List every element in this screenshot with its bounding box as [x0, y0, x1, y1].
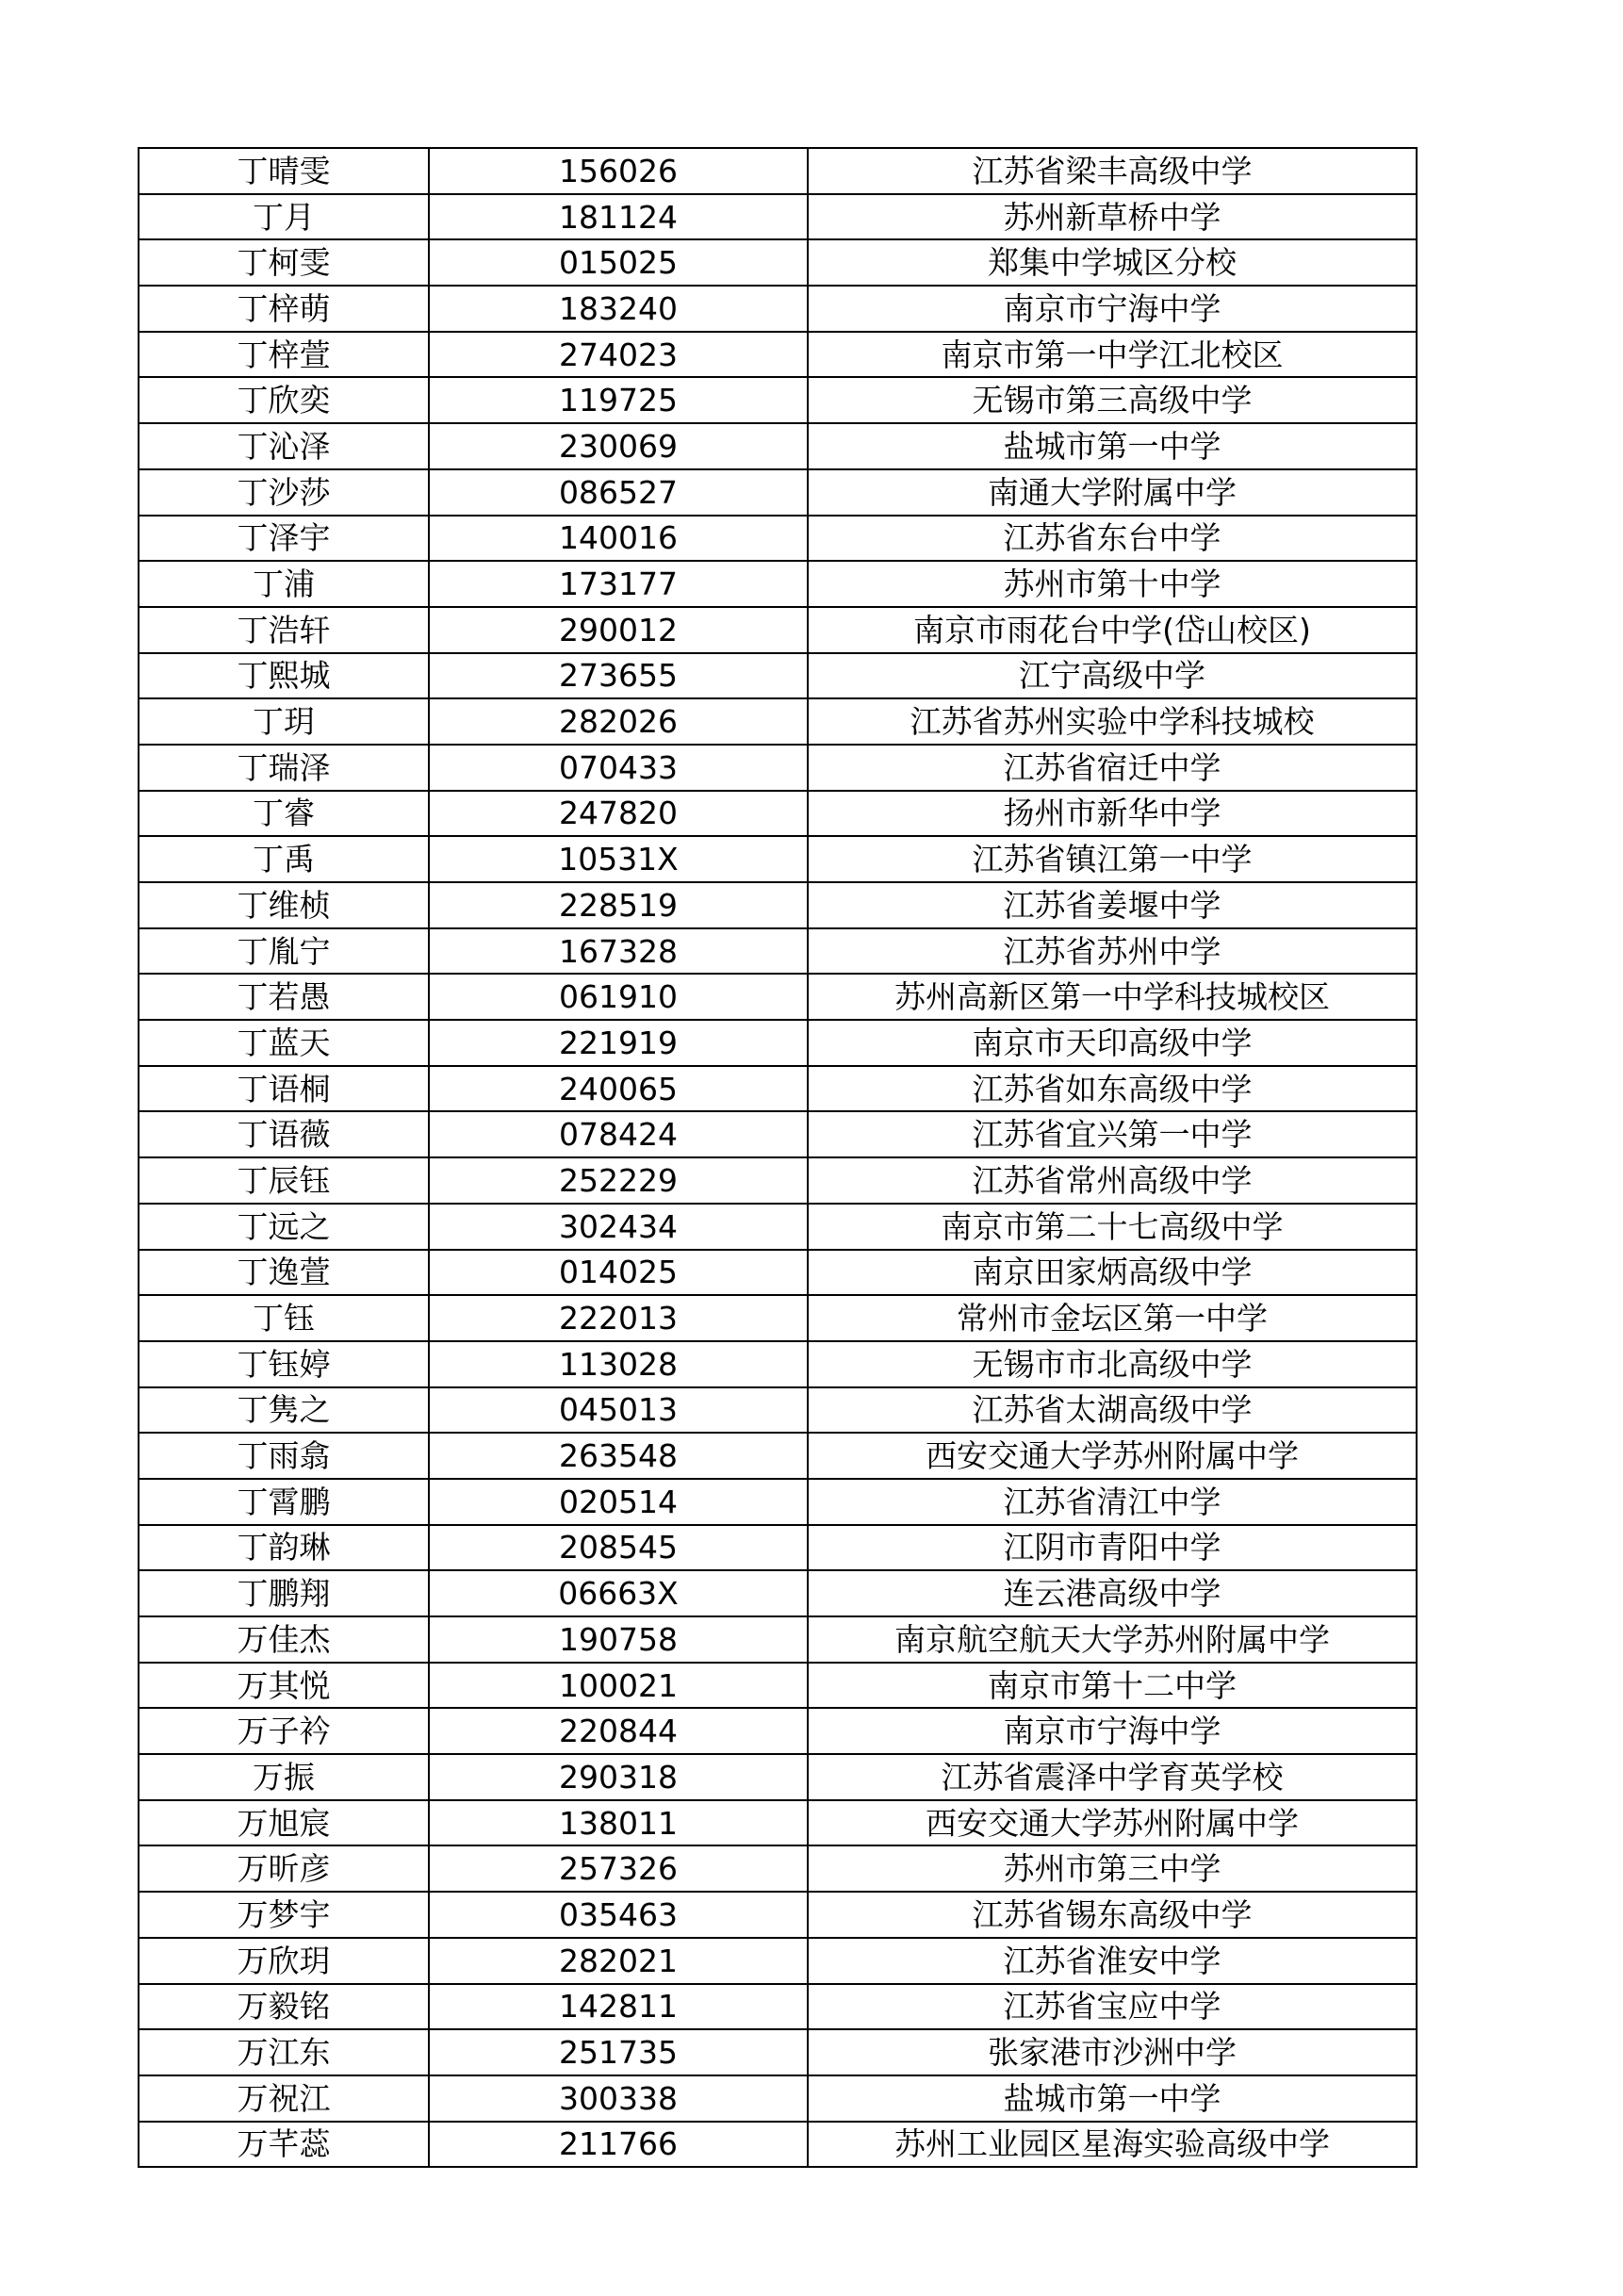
school-name-cell: 苏州高新区第一中学科技城校区	[808, 974, 1417, 1020]
school-name-cell: 苏州市第十中学	[808, 561, 1417, 607]
student-id-cell: 273655	[429, 653, 808, 699]
student-id-cell: 086527	[429, 469, 808, 516]
school-name-cell: 江苏省锡东高级中学	[808, 1892, 1417, 1938]
student-id-cell: 282021	[429, 1938, 808, 1984]
student-name-cell: 丁霄鹏	[139, 1479, 429, 1525]
table-row	[139, 469, 1417, 516]
student-name-cell: 丁瑞泽	[139, 745, 429, 791]
table-row	[139, 745, 1417, 791]
school-name-cell: 南京航空航天大学苏州附属中学	[808, 1616, 1417, 1663]
student-id-cell: 045013	[429, 1387, 808, 1434]
table-row	[139, 1892, 1417, 1938]
roster-body	[139, 148, 1417, 2167]
school-name-cell: 南通大学附属中学	[808, 469, 1417, 516]
student-name-cell: 丁逸萱	[139, 1250, 429, 1296]
school-name-cell: 郑集中学城区分校	[808, 239, 1417, 286]
school-name-cell: 苏州市第三中学	[808, 1845, 1417, 1892]
school-name-cell: 南京市宁海中学	[808, 286, 1417, 332]
student-name-cell: 丁钰婷	[139, 1341, 429, 1387]
table-row	[139, 377, 1417, 423]
school-name-cell: 南京市天印高级中学	[808, 1020, 1417, 1066]
student-name-cell: 丁语薇	[139, 1111, 429, 1157]
table-row	[139, 1708, 1417, 1754]
student-name-cell: 万子衿	[139, 1708, 429, 1754]
table-row	[139, 1157, 1417, 1204]
table-row	[139, 1341, 1417, 1387]
student-id-cell: 190758	[429, 1616, 808, 1663]
school-name-cell: 江苏省宝应中学	[808, 1984, 1417, 2030]
student-id-cell: 100021	[429, 1663, 808, 1709]
school-name-cell: 江阴市青阳中学	[808, 1525, 1417, 1571]
student-name-cell: 丁梓萱	[139, 332, 429, 378]
school-name-cell: 江苏省苏州实验中学科技城校	[808, 698, 1417, 745]
student-name-cell: 丁钰	[139, 1295, 429, 1341]
student-id-cell: 211766	[429, 2122, 808, 2168]
table-row	[139, 148, 1417, 194]
school-name-cell: 江苏省淮安中学	[808, 1938, 1417, 1984]
student-name-cell: 万欣玥	[139, 1938, 429, 1984]
student-id-cell: 252229	[429, 1157, 808, 1204]
student-name-cell: 丁远之	[139, 1204, 429, 1250]
student-id-cell: 113028	[429, 1341, 808, 1387]
table-row	[139, 928, 1417, 975]
table-row	[139, 1938, 1417, 1984]
table-row	[139, 882, 1417, 928]
student-name-cell: 万江东	[139, 2029, 429, 2075]
school-name-cell: 江宁高级中学	[808, 653, 1417, 699]
school-name-cell: 苏州工业园区星海实验高级中学	[808, 2122, 1417, 2168]
student-name-cell: 丁欣奕	[139, 377, 429, 423]
table-row	[139, 194, 1417, 240]
table-row	[139, 1663, 1417, 1709]
school-name-cell: 江苏省震泽中学育英学校	[808, 1754, 1417, 1800]
table-row	[139, 1295, 1417, 1341]
school-name-cell: 江苏省宜兴第一中学	[808, 1111, 1417, 1157]
student-name-cell: 丁熙城	[139, 653, 429, 699]
table-row	[139, 607, 1417, 653]
student-id-cell: 240065	[429, 1066, 808, 1112]
school-name-cell: 连云港高级中学	[808, 1570, 1417, 1616]
student-name-cell: 丁维桢	[139, 882, 429, 928]
student-id-cell: 078424	[429, 1111, 808, 1157]
student-name-cell: 丁梓萌	[139, 286, 429, 332]
school-name-cell: 无锡市第三高级中学	[808, 377, 1417, 423]
student-id-cell: 070433	[429, 745, 808, 791]
school-name-cell: 江苏省苏州中学	[808, 928, 1417, 975]
student-id-cell: 251735	[429, 2029, 808, 2075]
table-row	[139, 1616, 1417, 1663]
student-id-cell: 014025	[429, 1250, 808, 1296]
student-id-cell: 247820	[429, 791, 808, 837]
student-id-cell: 156026	[429, 148, 808, 194]
student-name-cell: 万梦宇	[139, 1892, 429, 1938]
school-name-cell: 江苏省太湖高级中学	[808, 1387, 1417, 1434]
student-name-cell: 万毅铭	[139, 1984, 429, 2030]
table-row	[139, 1570, 1417, 1616]
school-name-cell: 西安交通大学苏州附属中学	[808, 1800, 1417, 1846]
student-id-cell: 020514	[429, 1479, 808, 1525]
school-name-cell: 江苏省如东高级中学	[808, 1066, 1417, 1112]
table-row	[139, 332, 1417, 378]
student-id-cell: 274023	[429, 332, 808, 378]
school-name-cell: 扬州市新华中学	[808, 791, 1417, 837]
student-id-cell: 167328	[429, 928, 808, 975]
student-id-cell: 300338	[429, 2075, 808, 2122]
student-id-cell: 181124	[429, 194, 808, 240]
table-row	[139, 516, 1417, 562]
student-name-cell: 丁睿	[139, 791, 429, 837]
table-row	[139, 653, 1417, 699]
school-name-cell: 常州市金坛区第一中学	[808, 1295, 1417, 1341]
student-name-cell: 丁语桐	[139, 1066, 429, 1112]
roster-table	[138, 147, 1418, 2168]
school-name-cell: 江苏省姜堰中学	[808, 882, 1417, 928]
student-name-cell: 万昕彦	[139, 1845, 429, 1892]
student-name-cell: 丁泽宇	[139, 516, 429, 562]
student-name-cell: 丁晴雯	[139, 148, 429, 194]
student-name-cell: 丁月	[139, 194, 429, 240]
table-row	[139, 2122, 1417, 2168]
school-name-cell: 江苏省宿迁中学	[808, 745, 1417, 791]
table-row	[139, 1111, 1417, 1157]
student-name-cell: 丁沙莎	[139, 469, 429, 516]
school-name-cell: 西安交通大学苏州附属中学	[808, 1433, 1417, 1479]
table-row	[139, 791, 1417, 837]
school-name-cell: 盐城市第一中学	[808, 423, 1417, 469]
school-name-cell: 无锡市市北高级中学	[808, 1341, 1417, 1387]
student-name-cell: 万佳杰	[139, 1616, 429, 1663]
table-row	[139, 836, 1417, 882]
school-name-cell: 南京市宁海中学	[808, 1708, 1417, 1754]
table-row	[139, 561, 1417, 607]
school-name-cell: 江苏省东台中学	[808, 516, 1417, 562]
table-row	[139, 1020, 1417, 1066]
student-id-cell: 220844	[429, 1708, 808, 1754]
student-name-cell: 万振	[139, 1754, 429, 1800]
table-row	[139, 1387, 1417, 1434]
student-id-cell: 015025	[429, 239, 808, 286]
table-row	[139, 1845, 1417, 1892]
student-name-cell: 丁禹	[139, 836, 429, 882]
student-id-cell: 119725	[429, 377, 808, 423]
school-name-cell: 张家港市沙洲中学	[808, 2029, 1417, 2075]
table-row	[139, 239, 1417, 286]
table-row	[139, 1984, 1417, 2030]
student-name-cell: 丁雨翕	[139, 1433, 429, 1479]
student-id-cell: 208545	[429, 1525, 808, 1571]
student-name-cell: 万祝江	[139, 2075, 429, 2122]
school-name-cell: 南京田家炳高级中学	[808, 1250, 1417, 1296]
student-id-cell: 302434	[429, 1204, 808, 1250]
student-id-cell: 173177	[429, 561, 808, 607]
student-id-cell: 290318	[429, 1754, 808, 1800]
student-id-cell: 10531X	[429, 836, 808, 882]
table-row	[139, 1479, 1417, 1525]
student-id-cell: 183240	[429, 286, 808, 332]
school-name-cell: 南京市第二十七高级中学	[808, 1204, 1417, 1250]
student-name-cell: 丁韵琳	[139, 1525, 429, 1571]
student-id-cell: 221919	[429, 1020, 808, 1066]
student-id-cell: 222013	[429, 1295, 808, 1341]
student-name-cell: 丁若愚	[139, 974, 429, 1020]
student-name-cell: 万芊蕊	[139, 2122, 429, 2168]
student-id-cell: 228519	[429, 882, 808, 928]
table-row	[139, 2029, 1417, 2075]
table-row	[139, 1066, 1417, 1112]
student-name-cell: 丁鹏翔	[139, 1570, 429, 1616]
student-id-cell: 061910	[429, 974, 808, 1020]
student-id-cell: 138011	[429, 1800, 808, 1846]
school-name-cell: 江苏省清江中学	[808, 1479, 1417, 1525]
table-row	[139, 1525, 1417, 1571]
student-id-cell: 140016	[429, 516, 808, 562]
student-id-cell: 06663X	[429, 1570, 808, 1616]
student-id-cell: 282026	[429, 698, 808, 745]
table-row	[139, 1754, 1417, 1800]
student-id-cell: 257326	[429, 1845, 808, 1892]
school-name-cell: 南京市第十二中学	[808, 1663, 1417, 1709]
table-row	[139, 1250, 1417, 1296]
table-row	[139, 1204, 1417, 1250]
student-name-cell: 丁玥	[139, 698, 429, 745]
student-name-cell: 万其悦	[139, 1663, 429, 1709]
student-id-cell: 230069	[429, 423, 808, 469]
table-row	[139, 974, 1417, 1020]
table-row	[139, 1800, 1417, 1846]
table-row	[139, 698, 1417, 745]
school-name-cell: 江苏省常州高级中学	[808, 1157, 1417, 1204]
student-id-cell: 035463	[429, 1892, 808, 1938]
school-name-cell: 盐城市第一中学	[808, 2075, 1417, 2122]
table-row	[139, 286, 1417, 332]
student-name-cell: 丁辰钰	[139, 1157, 429, 1204]
student-id-cell: 290012	[429, 607, 808, 653]
student-name-cell: 丁沁泽	[139, 423, 429, 469]
student-name-cell: 丁浩轩	[139, 607, 429, 653]
school-name-cell: 南京市雨花台中学(岱山校区)	[808, 607, 1417, 653]
table-row	[139, 423, 1417, 469]
school-name-cell: 江苏省梁丰高级中学	[808, 148, 1417, 194]
student-name-cell: 丁胤宁	[139, 928, 429, 975]
school-name-cell: 南京市第一中学江北校区	[808, 332, 1417, 378]
school-name-cell: 江苏省镇江第一中学	[808, 836, 1417, 882]
table-row	[139, 1433, 1417, 1479]
school-name-cell: 苏州新草桥中学	[808, 194, 1417, 240]
student-name-cell: 丁浦	[139, 561, 429, 607]
student-name-cell: 万旭宸	[139, 1800, 429, 1846]
student-name-cell: 丁蓝天	[139, 1020, 429, 1066]
student-id-cell: 142811	[429, 1984, 808, 2030]
student-id-cell: 263548	[429, 1433, 808, 1479]
student-name-cell: 丁柯雯	[139, 239, 429, 286]
student-name-cell: 丁隽之	[139, 1387, 429, 1434]
table-row	[139, 2075, 1417, 2122]
